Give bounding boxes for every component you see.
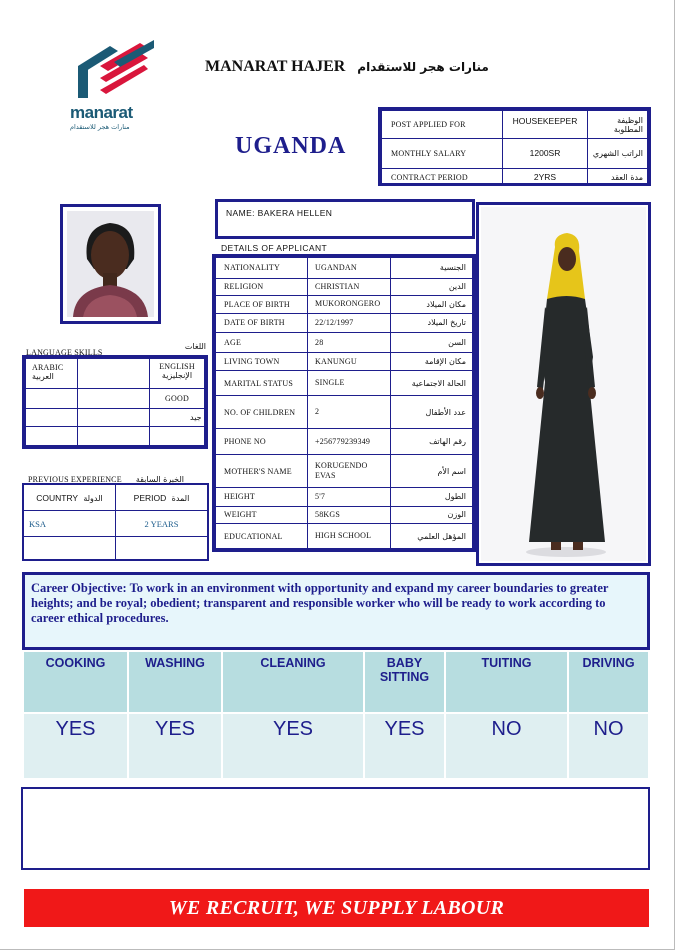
language-english-label-ar: الإنجليزية xyxy=(161,371,193,380)
detail-value: 28 xyxy=(308,333,391,353)
full-body-photo-frame xyxy=(476,202,651,566)
detail-label: DATE OF BIRTH xyxy=(216,313,308,333)
language-arabic-label-ar: العربية xyxy=(32,372,54,381)
career-objective-text: To work in an environment with opportunity and expand my career boundaries to greater heights; and be royal; obedient; transparent and responsible worker who will be ready to work according to career ethical procedures. xyxy=(31,581,609,625)
experience-country-header-label: COUNTRY xyxy=(36,492,78,503)
skill-header-driving: DRIVING xyxy=(569,652,648,712)
detail-label-ar: الحالة الاجتماعية xyxy=(391,371,473,396)
language-title: LANGUAGE SKILLS xyxy=(26,348,103,357)
detail-label: HEIGHT xyxy=(216,488,308,507)
experience-title: PREVIOUS EXPERIENCE xyxy=(28,475,122,484)
detail-value: UGANDAN xyxy=(308,258,391,279)
detail-label: MOTHER'S NAME xyxy=(216,455,308,488)
skill-header-cleaning: CLEANING xyxy=(223,652,363,712)
notes-box xyxy=(21,787,650,870)
skill-header-cooking: COOKING xyxy=(24,652,127,712)
name-box xyxy=(215,199,475,239)
detail-row xyxy=(216,296,473,314)
experience-cell xyxy=(116,537,208,560)
language-english-level-ar: جيد xyxy=(150,409,205,427)
detail-label-ar: تاريخ الميلاد xyxy=(391,313,473,333)
detail-label: AGE xyxy=(216,333,308,353)
post-row xyxy=(382,169,648,186)
language-cell xyxy=(26,409,78,427)
detail-value: SINGLE xyxy=(308,371,391,396)
detail-label-ar: المؤهل العلمي xyxy=(391,524,473,549)
post-label-ar: مدة العقد xyxy=(588,169,648,186)
experience-period-header xyxy=(116,485,208,511)
company-name-ar: منارات هجر للاستقدام xyxy=(357,60,489,74)
detail-label: RELIGION xyxy=(216,278,308,296)
post-label-ar: الوظيفة المطلوبة xyxy=(588,111,648,139)
skill-value-cooking: YES xyxy=(24,714,127,778)
detail-row xyxy=(216,371,473,396)
detail-label-ar: اسم الأم xyxy=(391,455,473,488)
applicant-photo-frame xyxy=(60,204,161,324)
experience-country: KSA xyxy=(24,511,116,537)
language-cell xyxy=(26,427,78,446)
details-table xyxy=(212,254,476,552)
detail-label-ar: السن xyxy=(391,333,473,353)
language-english-cell xyxy=(150,359,205,389)
post-table xyxy=(378,107,651,186)
detail-row xyxy=(216,488,473,507)
detail-label: EDUCATIONAL xyxy=(216,524,308,549)
post-label: CONTRACT PERIOD xyxy=(382,169,503,186)
experience-country-header xyxy=(24,485,116,511)
experience-period-header-label-ar: المدة xyxy=(171,493,190,503)
full-body-photo xyxy=(481,207,646,561)
applicant-photo xyxy=(67,211,154,317)
experience-title-row xyxy=(28,469,208,484)
detail-row xyxy=(216,429,473,455)
experience-country-header-label-ar: الدولة xyxy=(83,493,103,503)
experience-period-header-label: PERIOD xyxy=(133,492,167,503)
detail-label-ar: عدد الأطفال xyxy=(391,396,473,429)
language-table xyxy=(22,355,208,449)
post-value: HOUSEKEEPER xyxy=(503,111,588,139)
detail-label-ar: الوزن xyxy=(391,506,473,524)
skill-value-cleaning: YES xyxy=(223,714,363,778)
detail-label-ar: رقم الهاتف xyxy=(391,429,473,455)
detail-row xyxy=(216,455,473,488)
footer-banner xyxy=(24,889,649,927)
post-label-ar: الراتب الشهري xyxy=(588,139,648,169)
detail-label-ar: الجنسية xyxy=(391,258,473,279)
post-value: 2YRS xyxy=(503,169,588,186)
company-logo xyxy=(70,38,160,131)
detail-row xyxy=(216,524,473,549)
detail-label-ar: مكان الميلاد xyxy=(391,296,473,314)
company-name-en: MANARAT HAJER xyxy=(205,58,346,75)
post-row xyxy=(382,139,648,169)
detail-label: MARITAL STATUS xyxy=(216,371,308,396)
language-english-level: GOOD xyxy=(150,389,205,409)
language-arabic-label: ARABIC xyxy=(32,363,64,372)
experience-table xyxy=(22,483,209,561)
language-cell xyxy=(78,409,150,427)
skill-value-driving: NO xyxy=(569,714,648,778)
language-cell xyxy=(78,359,150,389)
post-label: POST APPLIED FOR xyxy=(382,111,503,139)
detail-label: LIVING TOWN xyxy=(216,352,308,371)
detail-value: 5'7 xyxy=(308,488,391,507)
skill-header-washing: WASHING xyxy=(129,652,221,712)
detail-value: +256779239349 xyxy=(308,429,391,455)
language-cell xyxy=(150,427,205,446)
experience-title-ar: الخبرة السابقة xyxy=(135,475,184,484)
skill-value-baby-sitting: YES xyxy=(365,714,444,778)
detail-label-ar: الطول xyxy=(391,488,473,507)
detail-value: KORUGENDO EVAS xyxy=(308,455,391,488)
language-cell xyxy=(26,389,78,409)
language-title-row xyxy=(26,342,206,357)
detail-value: 2 xyxy=(308,396,391,429)
skills-table xyxy=(22,650,650,780)
applicant-name: NAME: BAKERA HELLEN xyxy=(226,208,333,218)
skill-header-tuiting: TUITING xyxy=(446,652,567,712)
post-value: 1200SR xyxy=(503,139,588,169)
skill-header-baby-sitting: BABY SITTING xyxy=(365,652,444,712)
post-row xyxy=(382,111,648,139)
logo-house-icon xyxy=(70,38,160,100)
skill-value-tuiting: NO xyxy=(446,714,567,778)
detail-label-ar: الدين xyxy=(391,278,473,296)
detail-label: PLACE OF BIRTH xyxy=(216,296,308,314)
skill-value-washing: YES xyxy=(129,714,221,778)
detail-label: WEIGHT xyxy=(216,506,308,524)
footer-slogan: WE RECRUIT, WE SUPPLY LABOUR xyxy=(168,897,505,919)
details-title: DETAILS OF APPLICANT xyxy=(221,243,328,253)
detail-value: CHRISTIAN xyxy=(308,278,391,296)
detail-row xyxy=(216,313,473,333)
detail-row xyxy=(216,352,473,371)
post-label: MONTHLY SALARY xyxy=(382,139,503,169)
language-title-ar: اللغات xyxy=(184,342,206,351)
detail-value: HIGH SCHOOL xyxy=(308,524,391,549)
career-objective-label: Career Objective: xyxy=(31,581,127,595)
detail-row xyxy=(216,506,473,524)
country-title: UGANDA xyxy=(235,133,347,159)
detail-label-ar: مكان الإقامة xyxy=(391,352,473,371)
language-arabic-cell xyxy=(26,359,78,389)
detail-row xyxy=(216,258,473,279)
detail-value: MUKORONGERO xyxy=(308,296,391,314)
logo-text: manarat xyxy=(70,103,133,122)
detail-row xyxy=(216,396,473,429)
experience-cell xyxy=(24,537,116,560)
logo-arabic-text: منارات هجر للاستقدام xyxy=(70,123,130,131)
language-cell xyxy=(78,389,150,409)
detail-label: PHONE NO xyxy=(216,429,308,455)
detail-value: 22/12/1997 xyxy=(308,313,391,333)
detail-row xyxy=(216,333,473,353)
career-objective-box xyxy=(22,572,650,650)
company-title xyxy=(205,58,535,80)
detail-label: NATIONALITY xyxy=(216,258,308,279)
language-cell xyxy=(78,427,150,446)
language-english-label: ENGLISH xyxy=(159,362,195,371)
detail-label: NO. OF CHILDREN xyxy=(216,396,308,429)
detail-row xyxy=(216,278,473,296)
detail-value: KANUNGU xyxy=(308,352,391,371)
detail-value: 58KGS xyxy=(308,506,391,524)
career-objective xyxy=(31,581,641,626)
experience-period: 2 YEARS xyxy=(116,511,208,537)
